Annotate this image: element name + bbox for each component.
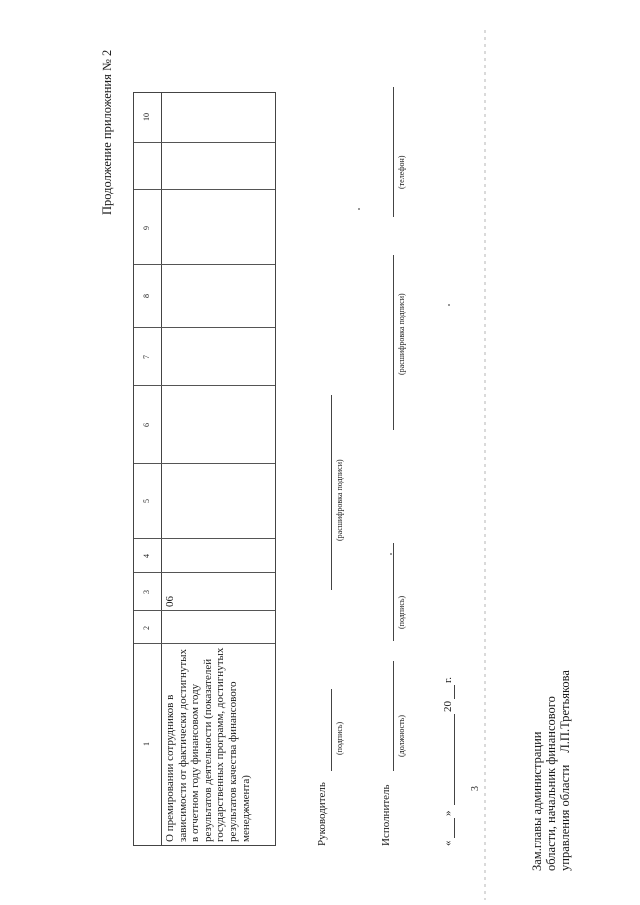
page-number: 3: [470, 786, 481, 791]
table-header-number: 10: [142, 113, 151, 121]
rotated-sheet: [30, 27, 610, 877]
scan-speck: [390, 553, 392, 555]
table-column-divider: [134, 572, 275, 573]
table-header-number: 3: [142, 590, 151, 594]
date-year-suffix: г.: [442, 676, 454, 683]
date-month-line: [454, 714, 455, 805]
table-column-divider: [134, 385, 275, 386]
approval-block: [530, 670, 572, 871]
table-row-description: О премировании сотрудников в зависимости от фактически достигнутых в отчетном году финансовом году результатов деятельности (показателей государственных программ, достигнутых результатов качества финансового менеджмента): [164, 647, 252, 842]
table-header-number: 6: [142, 423, 151, 427]
date-day-line: [454, 818, 455, 838]
fold-line: [475, 0, 495, 905]
head-label: Руководитель: [316, 782, 328, 846]
approval-position: управления области: [558, 764, 572, 871]
table-header-row: [134, 93, 162, 845]
phone-caption: (телефон): [397, 155, 406, 189]
position-line: [393, 661, 394, 771]
table-column-divider: [134, 264, 275, 265]
table-column-divider: [134, 538, 275, 539]
head-decode-caption: (расшифровка подписи): [335, 459, 344, 541]
table-column-divider: [134, 327, 275, 328]
table-header-number: 4: [142, 554, 151, 558]
head-signature-line: [331, 689, 332, 771]
table-header-number: 1: [142, 742, 151, 746]
date-open-quote: «: [442, 840, 454, 846]
table-column-divider: [134, 610, 275, 611]
date-year-prefix: 20: [442, 701, 454, 712]
appendix-table: [133, 92, 276, 846]
phone-line: [393, 87, 394, 217]
table-header-number: 2: [142, 626, 151, 630]
approval-line-1: Зам.главы администрации: [530, 731, 544, 871]
table-column-divider: [134, 463, 275, 464]
position-caption: (должность): [397, 715, 406, 757]
executor-signature-line: [393, 543, 394, 641]
executor-label: Исполнитель: [380, 784, 392, 846]
scan-speck: [358, 208, 360, 210]
executor-decode-caption: (расшифровка подписи): [397, 293, 406, 375]
scan-speck: [448, 304, 450, 306]
table-header-number: 5: [142, 499, 151, 503]
head-decode-line: [331, 395, 332, 590]
table-row-code: 06: [164, 596, 176, 607]
table-header-number: 9: [142, 226, 151, 230]
date-year-line: [454, 685, 455, 699]
table-column-divider: [134, 142, 275, 143]
executor-signature-caption: (подпись): [397, 595, 406, 629]
approval-line-2: области, начальник финансового: [544, 696, 558, 871]
date-close-quote: »: [442, 810, 454, 816]
continuation-title: Продолжение приложения № 2: [100, 49, 114, 215]
table-header-number: 7: [142, 355, 151, 359]
table-header-number: 8: [142, 294, 151, 298]
approval-line-3: [558, 670, 572, 871]
approval-name: Л.П.Третьякова: [558, 670, 572, 753]
executor-decode-line: [393, 255, 394, 430]
table-column-divider: [134, 189, 275, 190]
head-signature-caption: (подпись): [335, 721, 344, 755]
